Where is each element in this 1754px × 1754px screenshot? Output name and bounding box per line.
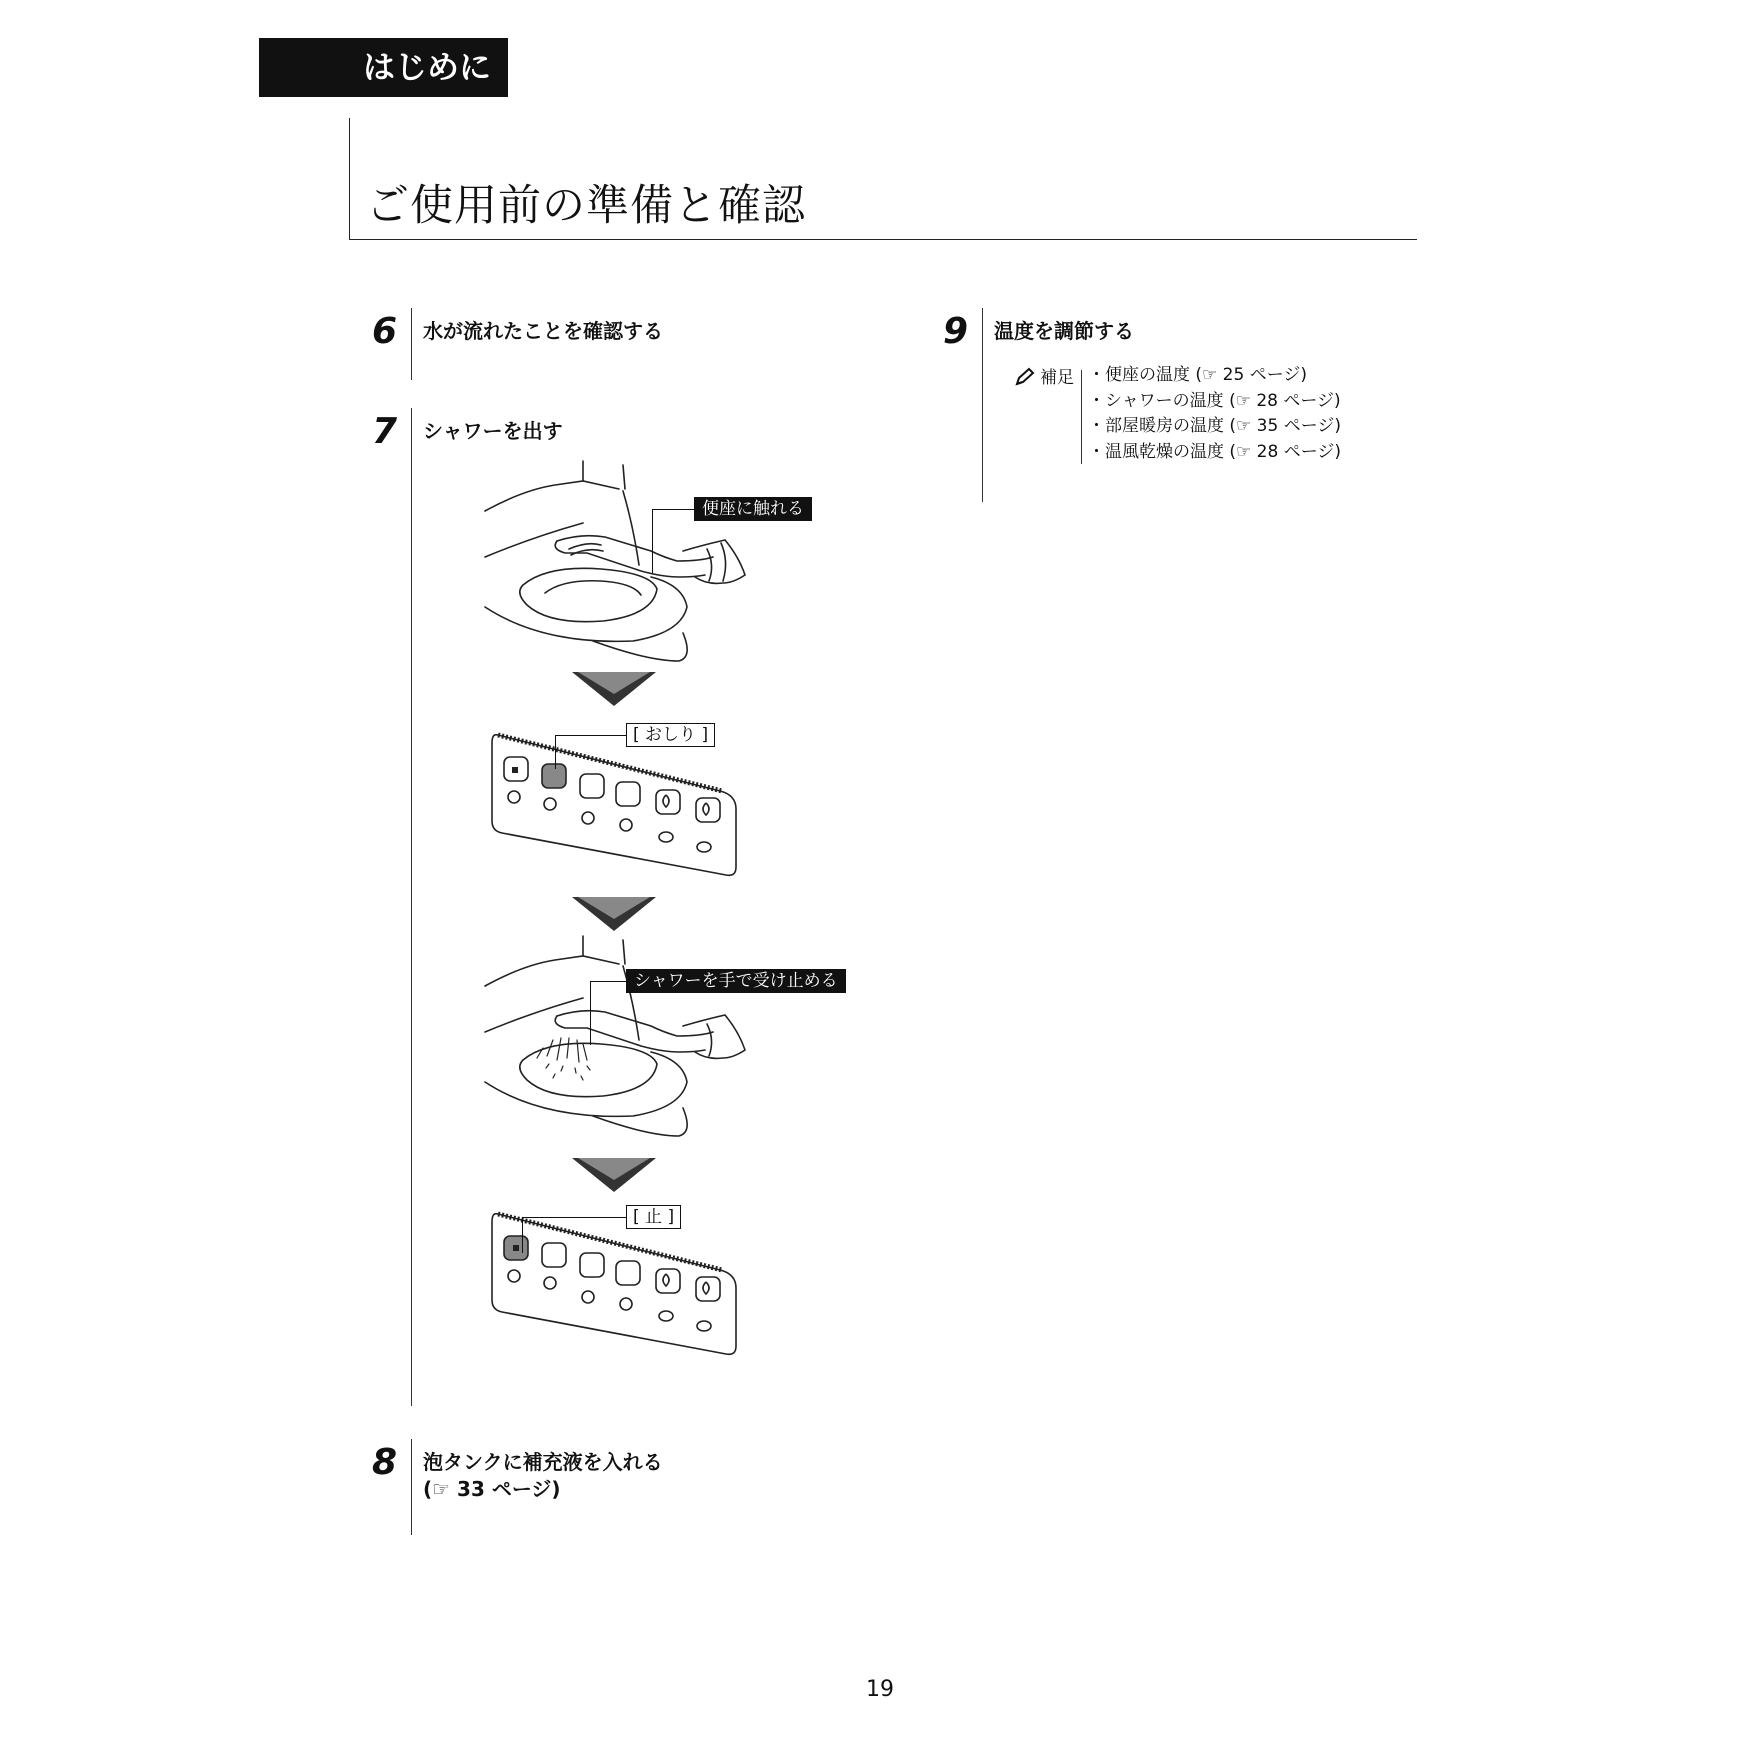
title-rule-vertical <box>349 118 350 240</box>
leader-line <box>555 735 556 769</box>
leader-line <box>522 1217 626 1218</box>
step-8-number: 8 <box>371 1442 397 1483</box>
touch-seat-callout: 便座に触れる <box>694 497 812 521</box>
leader-line <box>590 981 591 1045</box>
stop-button-callout: [ 止 ] <box>626 1205 681 1229</box>
page-number: 19 <box>866 1677 894 1702</box>
leader-line <box>555 735 626 736</box>
step-6-number: 6 <box>371 311 397 352</box>
note-item: ・温風乾燥の温度 (☞ 28 ページ) <box>1088 441 1342 462</box>
step-9-title: 温度を調節する <box>994 319 1134 343</box>
note-list <box>1088 363 1341 465</box>
note-item: ・便座の温度 (☞ 25 ページ) <box>1088 365 1308 385</box>
section-tab: はじめに <box>259 38 508 97</box>
note-label: 補足 <box>1040 368 1074 388</box>
oshiri-button-callout: [ おしり ] <box>626 723 715 747</box>
page-title: ご使用前の準備と確認 <box>366 181 806 231</box>
note-item: ・シャワーの温度 (☞ 28 ページ) <box>1088 390 1341 411</box>
step-6-rule <box>411 308 412 380</box>
note-rule <box>1081 370 1082 464</box>
step-8-rule <box>411 1439 412 1535</box>
down-arrow-icon <box>572 672 656 706</box>
step-9-number: 9 <box>942 311 968 352</box>
step-6-title: 水が流れたことを確認する <box>423 319 663 343</box>
step-7-rule <box>411 408 412 1406</box>
down-arrow-icon <box>572 1158 656 1192</box>
leader-line <box>652 509 653 573</box>
leader-line <box>522 1217 523 1253</box>
step-7-number: 7 <box>371 411 397 452</box>
remote-panel-stop <box>490 1208 742 1368</box>
title-rule-horizontal <box>349 239 1417 240</box>
down-arrow-icon <box>572 897 656 931</box>
leader-line <box>590 981 626 982</box>
pencil-icon <box>1014 367 1036 387</box>
catch-shower-callout: シャワーを手で受け止める <box>626 969 846 993</box>
remote-panel-oshiri <box>490 729 742 879</box>
leader-line <box>652 509 694 510</box>
step-7-title: シャワーを出す <box>423 419 563 443</box>
note-item: ・部屋暖房の温度 (☞ 35 ページ) <box>1088 416 1342 436</box>
step-9-rule <box>982 308 983 502</box>
step-8-subtitle: (☞ 33 ページ) <box>423 1477 561 1501</box>
step-8-title: 泡タンクに補充液を入れる <box>423 1450 663 1474</box>
